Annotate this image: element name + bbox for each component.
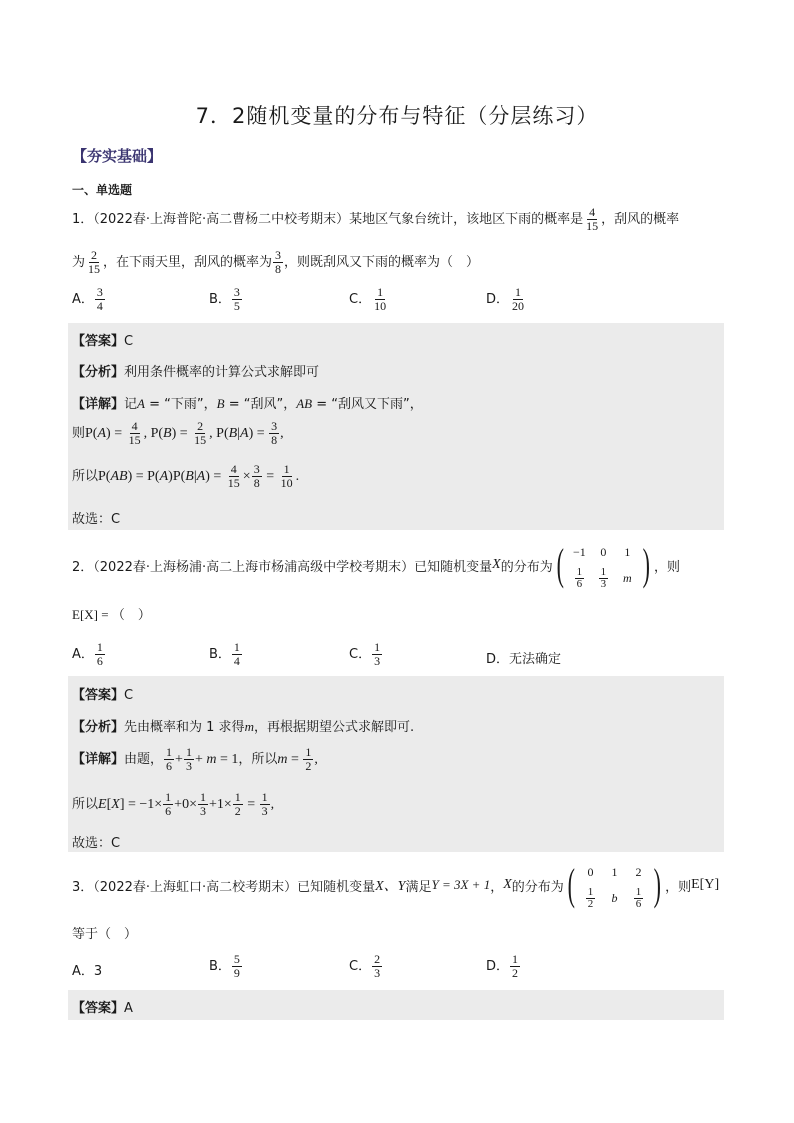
q2-option-a: A． $\frac{1}{6}$ bbox=[72, 640, 103, 668]
q2-conclusion: 故选：C bbox=[72, 836, 121, 851]
q2-detail-line2: 所以E[X] = −1× $\frac{1}{6}$ +0× $\frac{1}{3}$ +1× $\frac{1}{2}$ = $\frac{1}{3}$ , bbox=[72, 790, 275, 818]
q3-stem-line2: 等于（ ） bbox=[72, 927, 138, 942]
q3-solution-block bbox=[68, 990, 724, 1020]
q3-distribution-matrix: ( 0 1 2 $\frac{1}{2}$ b $\frac{1}{6}$ ) bbox=[567, 860, 662, 910]
q1-detail-line2: 则P(A) = $\frac{4}{15}$ , P(B) = $\frac{2}{15}$ , P(B|A) = $\frac{3}{8}$ , bbox=[72, 419, 284, 447]
q3-option-c: C． $\frac{2}{3}$ bbox=[349, 952, 381, 980]
q2-expectation: E[X] = （ ） bbox=[72, 607, 151, 622]
q3-option-d: D． $\frac{1}{2}$ bbox=[486, 952, 519, 980]
q1-option-b: B． $\frac{3}{5}$ bbox=[209, 285, 240, 313]
q1-option-d: D． $\frac{1}{20}$ bbox=[486, 285, 525, 313]
q2-option-d: D．无法确定 bbox=[486, 652, 562, 667]
q2-distribution-matrix: ( −1 0 1 $\frac{1}{6}$ $\frac{1}{3}$ m ) bbox=[556, 540, 651, 590]
q1-stem-line2: 为 $\frac{2}{15}$ ，在下雨天里，刮风的概率为 $\frac{3}{8}$ ，则既刮风又下雨的概率为（ ） bbox=[72, 248, 480, 276]
q1-stem-line1: 1．（2022春·上海普陀·高二曹杨二中校考期末）某地区气象台统计，该地区下雨的概率是 $\frac{4}{15}$ ，刮风的概率 bbox=[72, 205, 680, 233]
q1-frac-rain: $\frac{4}{15}$ bbox=[586, 205, 599, 233]
q2-detail-line1: 【详解】由题， $\frac{1}{6}$ + $\frac{1}{3}$ + m = 1，所以m = $\frac{1}{2}$ , bbox=[72, 745, 318, 773]
q1-answer: 【答案】C bbox=[72, 334, 134, 349]
question-type-heading: 一、单选题 bbox=[72, 183, 133, 197]
q2-option-b: B． $\frac{1}{4}$ bbox=[209, 640, 240, 668]
q2-analysis: 【分析】先由概率和为 1 求得m，再根据期望公式求解即可. bbox=[72, 719, 415, 735]
q1-detail-line3: 所以P(AB) = P(A)P(B|A) = $\frac{4}{15}$ × $\frac{3}{8}$ = $\frac{1}{10}$ . bbox=[72, 462, 300, 490]
q1-conclusion: 故选：C bbox=[72, 512, 121, 527]
q1-option-a: A． $\frac{3}{4}$ bbox=[72, 285, 103, 313]
q3-option-a: A．3 bbox=[72, 964, 103, 979]
q1-frac-cond: $\frac{3}{8}$ bbox=[275, 248, 282, 276]
q1-option-c: C． $\frac{1}{10}$ bbox=[349, 285, 387, 313]
section-heading: 【夯实基础】 bbox=[72, 147, 163, 165]
q2-answer: 【答案】C bbox=[72, 688, 134, 703]
q3-stem-line1: 3．（2022春·上海虹口·高二校考期末）已知随机变量 X、Y 满足 Y = 3X + 1 ， X 的分布为 ( 0 1 2 $\frac{1}{2}$ b $\frac{1}{6}$ ) ，则 E[Y] bbox=[72, 860, 720, 910]
q3-answer: 【答案】A bbox=[72, 1001, 133, 1016]
q3-option-b: B． $\frac{5}{9}$ bbox=[209, 952, 240, 980]
q1-detail-line1: 【详解】记A = “下雨”，B = “刮风”，AB = “刮风又下雨”， bbox=[72, 396, 423, 412]
q2-option-c: C． $\frac{1}{3}$ bbox=[349, 640, 381, 668]
q1-analysis: 【分析】利用条件概率的计算公式求解即可 bbox=[72, 365, 320, 380]
q1-frac-wind: $\frac{2}{15}$ bbox=[88, 248, 101, 276]
q2-stem-line1: 2．（2022春·上海杨浦·高二上海市杨浦高级中学校考期末）已知随机变量 X 的分布为 ( −1 0 1 $\frac{1}{6}$ $\frac{1}{3}$ m ) ，则 bbox=[72, 540, 681, 590]
page-title: 7．2随机变量的分布与特征（分层练习） bbox=[195, 104, 599, 128]
